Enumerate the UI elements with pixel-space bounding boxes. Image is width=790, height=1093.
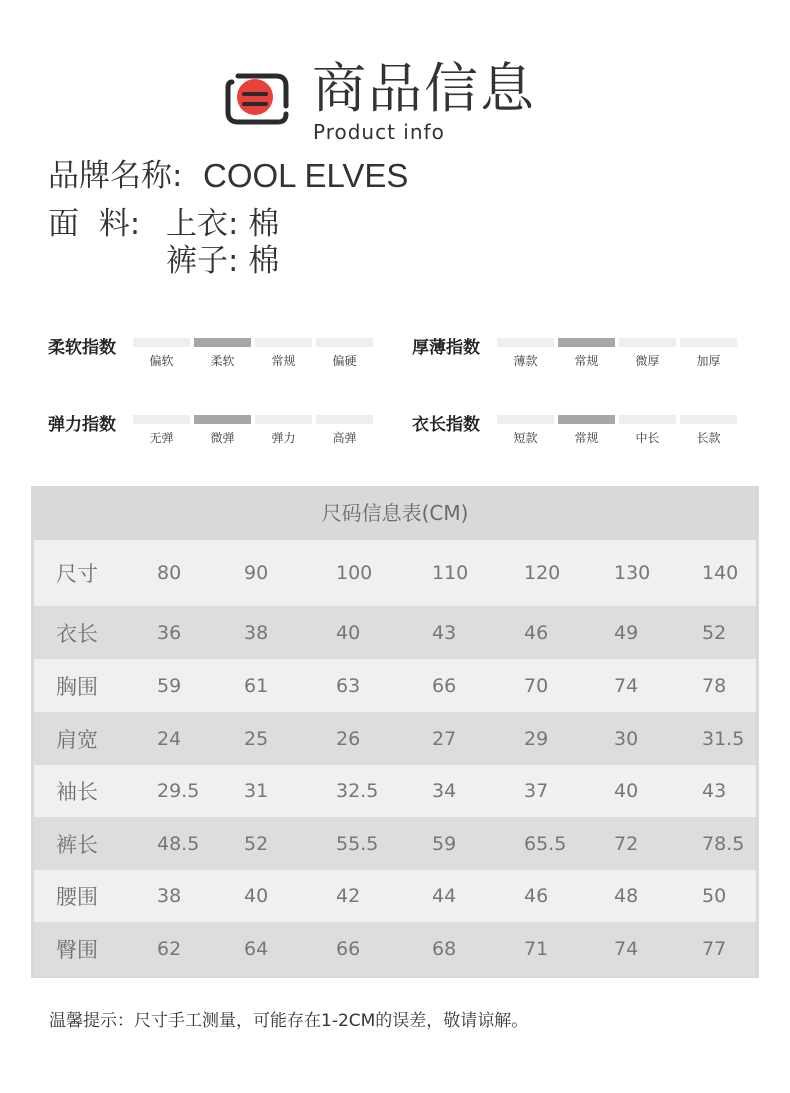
table-cell: 36: [157, 621, 182, 644]
table-cell: 59: [157, 674, 182, 697]
table-cell: 34: [432, 780, 457, 802]
brand-value: COOL ELVES: [203, 157, 409, 194]
table-cell: 42: [336, 885, 361, 907]
page-subtitle: Product info: [313, 120, 445, 144]
table-cell: 68: [432, 937, 457, 960]
table-cell: 30: [614, 727, 639, 750]
material-pants: 裤子: 棉: [166, 243, 280, 279]
index-option: 柔软: [210, 354, 235, 368]
table-cell: 64: [244, 937, 269, 960]
material-top: 上衣: 棉: [166, 206, 280, 242]
table-row: [34, 606, 756, 659]
table-cell: 38: [157, 885, 182, 907]
row-header: 肩宽: [56, 727, 98, 752]
table-cell: 62: [157, 937, 182, 960]
index-bar: [133, 338, 190, 347]
measurement-tip: 温馨提示：尺寸手工测量，可能存在1-2CM的误差，敬请谅解。: [49, 1011, 529, 1031]
table-cell: 120: [524, 562, 561, 584]
index-bar: [255, 338, 312, 347]
table-cell: 29: [524, 727, 549, 750]
table-row: [34, 765, 756, 817]
index-bar: [619, 338, 676, 347]
index-bar-selected: [194, 415, 251, 424]
index-option: 偏软: [149, 354, 174, 368]
table-row: [34, 922, 756, 975]
index-bar-selected: [194, 338, 251, 347]
table-cell: 77: [702, 937, 727, 960]
brand-label: 品牌名称:: [48, 158, 183, 194]
table-row: [34, 817, 756, 870]
table-row: [34, 659, 756, 712]
material-label: 面 料:: [48, 206, 141, 242]
table-row: [34, 540, 756, 606]
table-cell: 46: [524, 621, 549, 644]
index-label: 衣长指数: [412, 415, 480, 435]
table-cell: 66: [432, 674, 457, 697]
table-cell: 40: [614, 780, 639, 802]
table-cell: 80: [157, 562, 182, 584]
table-cell: 52: [702, 621, 727, 644]
table-cell: 65.5: [524, 832, 567, 855]
table-cell: 55.5: [336, 832, 379, 855]
index-label: 厚薄指数: [412, 338, 480, 358]
table-cell: 66: [336, 937, 361, 960]
index-option: 长款: [696, 431, 721, 445]
table-cell: 40: [336, 621, 361, 644]
index-scale: [497, 338, 737, 347]
index-scale: [133, 415, 373, 424]
index-option: 弹力: [271, 431, 296, 445]
index-bar: [316, 338, 373, 347]
table-cell: 50: [702, 885, 727, 907]
index-options: [133, 352, 373, 369]
index-options: [497, 352, 737, 369]
table-cell: 71: [524, 937, 549, 960]
table-cell: 31: [244, 780, 269, 802]
table-cell: 44: [432, 885, 457, 907]
table-cell: 90: [244, 562, 269, 584]
table-cell: 38: [244, 621, 269, 644]
table-cell: 48: [614, 885, 639, 907]
index-bar: [255, 415, 312, 424]
table-cell: 43: [432, 621, 457, 644]
index-option: 薄款: [513, 354, 538, 368]
table-cell: 29.5: [157, 780, 200, 802]
table-cell: 78: [702, 674, 727, 697]
table-cell: 70: [524, 674, 549, 697]
table-cell: 100: [336, 562, 373, 584]
size-table: [31, 486, 759, 978]
table-cell: 48.5: [157, 832, 200, 855]
index-option: 常规: [271, 354, 296, 368]
index-option: 常规: [574, 431, 599, 445]
table-cell: 140: [702, 562, 739, 584]
table-cell: 25: [244, 727, 269, 750]
index-bar: [680, 338, 737, 347]
index-label: 柔软指数: [48, 338, 116, 358]
table-cell: 43: [702, 780, 727, 802]
table-cell: 61: [244, 674, 269, 697]
size-table-title: 尺码信息表(CM): [321, 501, 469, 525]
table-cell: 32.5: [336, 780, 379, 802]
table-cell: 26: [336, 727, 361, 750]
index-label: 弹力指数: [48, 415, 116, 435]
index-scale: [497, 415, 737, 424]
index-option: 中长: [635, 431, 660, 445]
table-cell: 27: [432, 727, 457, 750]
index-option: 加厚: [696, 354, 721, 368]
index-bar: [497, 338, 554, 347]
table-cell: 110: [432, 562, 469, 584]
table-cell: 63: [336, 674, 361, 697]
index-option: 无弹: [149, 431, 174, 445]
table-cell: 74: [614, 937, 639, 960]
row-header: 衣长: [56, 621, 98, 646]
table-cell: 46: [524, 885, 549, 907]
page-title: 商品信息: [312, 57, 536, 120]
table-cell: 59: [432, 832, 457, 855]
table-cell: 24: [157, 727, 182, 750]
row-header: 胸围: [56, 674, 98, 699]
table-row: [34, 870, 756, 922]
index-option: 偏硬: [332, 354, 357, 368]
index-option: 短款: [513, 431, 538, 445]
index-bar: [680, 415, 737, 424]
table-cell: 130: [614, 562, 651, 584]
index-options: [133, 429, 373, 446]
index-scale: [133, 338, 373, 347]
index-bar: [133, 415, 190, 424]
table-cell: 40: [244, 885, 269, 907]
index-bar: [619, 415, 676, 424]
table-cell: 72: [614, 832, 639, 855]
row-header: 尺寸: [56, 562, 98, 586]
table-cell: 74: [614, 674, 639, 697]
row-header: 裤长: [56, 832, 98, 857]
index-option: 高弹: [332, 431, 357, 445]
table-cell: 78.5: [702, 832, 745, 855]
doc-circle-icon: [222, 68, 294, 130]
index-option: 微弹: [210, 431, 235, 445]
index-bar: [497, 415, 554, 424]
row-header: 腰围: [56, 885, 98, 909]
index-option: 微厚: [635, 354, 660, 368]
row-header: 臀围: [56, 937, 98, 962]
table-row: [34, 712, 756, 765]
index-option: 常规: [574, 354, 599, 368]
index-options: [497, 429, 737, 446]
index-bar-selected: [558, 338, 615, 347]
index-bar: [316, 415, 373, 424]
index-bar-selected: [558, 415, 615, 424]
table-cell: 31.5: [702, 727, 745, 750]
table-cell: 52: [244, 832, 269, 855]
table-cell: 49: [614, 621, 639, 644]
row-header: 袖长: [56, 780, 98, 804]
table-cell: 37: [524, 780, 549, 802]
